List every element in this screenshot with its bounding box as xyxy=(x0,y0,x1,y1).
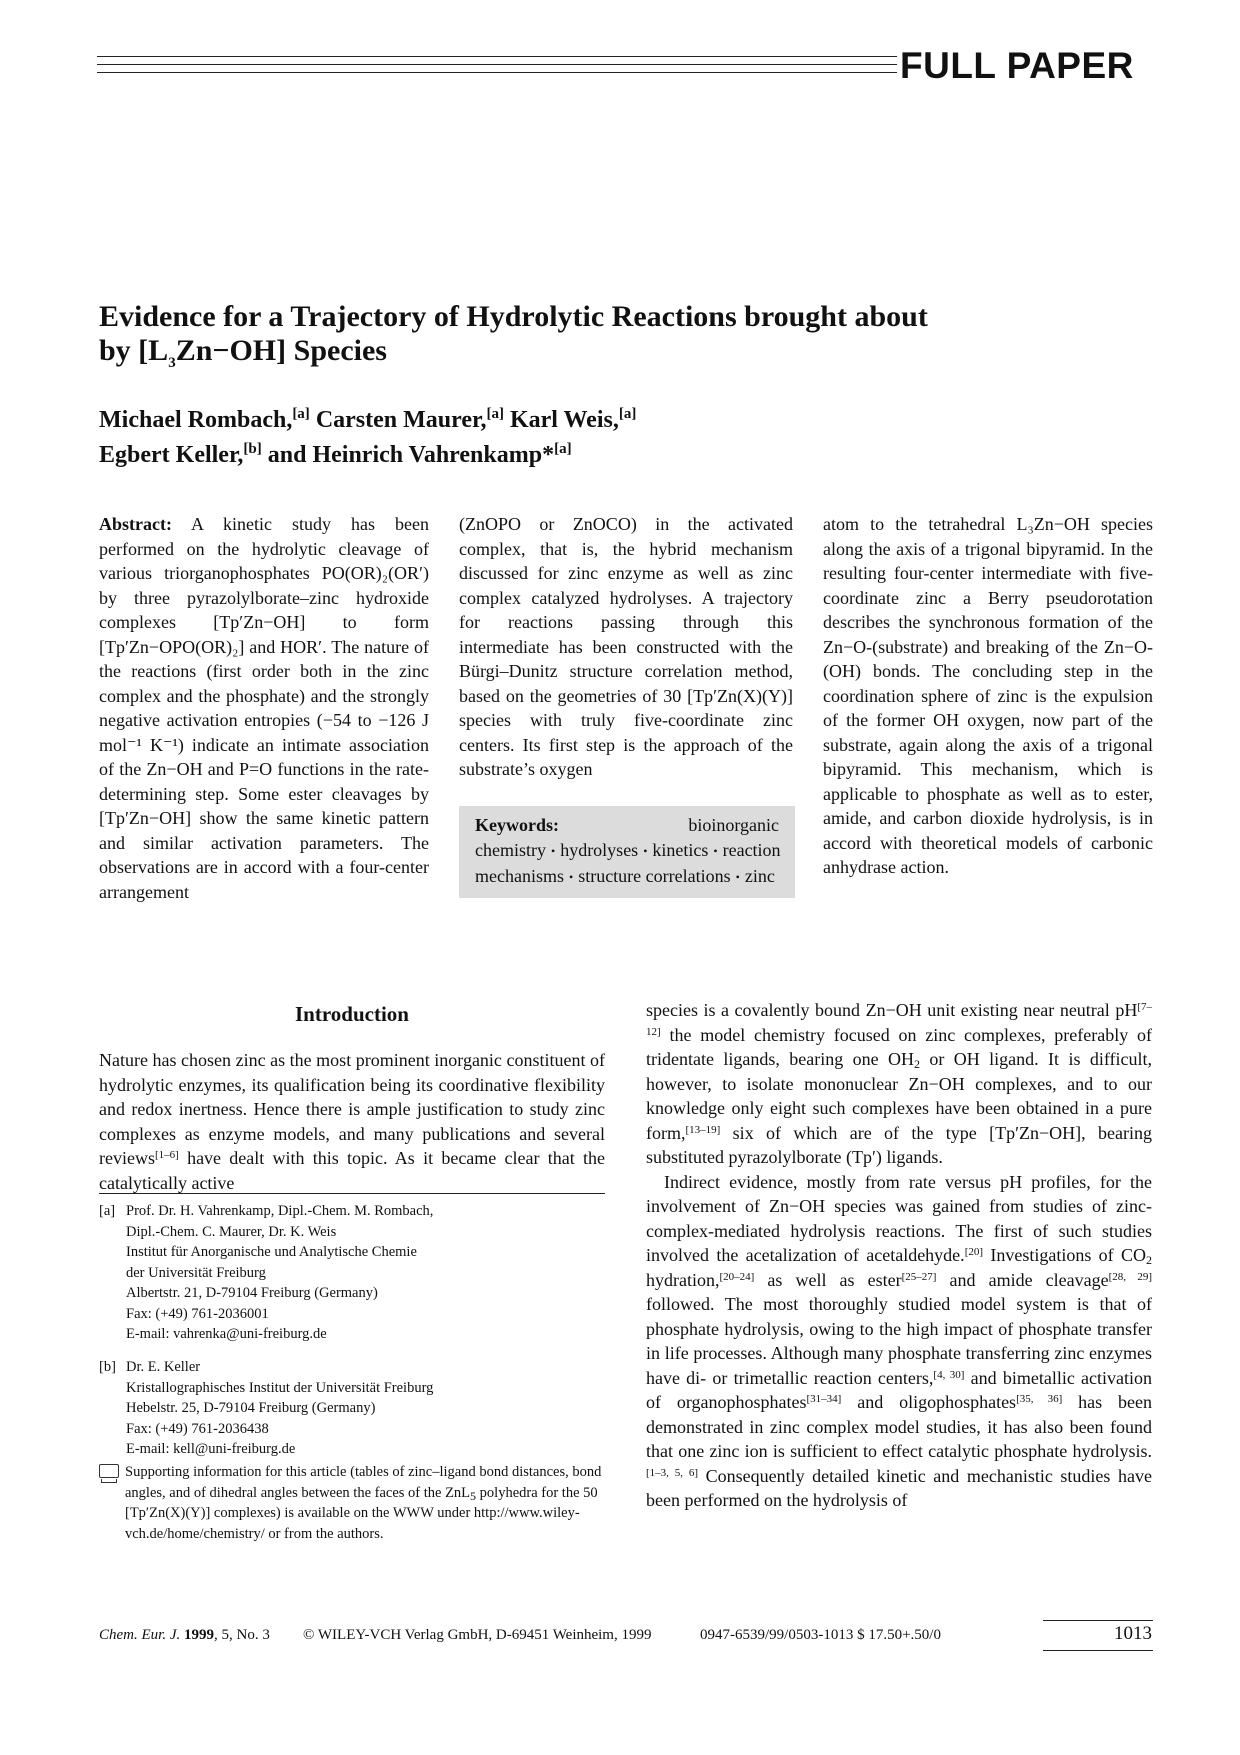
citation: [25–27] xyxy=(901,1270,937,1283)
footnote-rule xyxy=(99,1193,605,1194)
paragraph-text: followed. The most thoroughly studied model system is that of phosphate hydrolysis, owing to the high impact of phosphate transfer in life processes. Although many phosphate transferring zinc enzymes have di- or trimetallic reaction centers, xyxy=(646,1294,1152,1388)
paragraph-text: and oligophosphates xyxy=(841,1392,1017,1412)
journal-name: Chem. Eur. J. xyxy=(99,1627,181,1643)
title-line-1: Evidence for a Trajectory of Hydrolytic Reactions brought about xyxy=(99,300,928,333)
bullet-icon: • xyxy=(713,844,718,859)
footnote-line: Institut für Anorganische und Analytische Chemie xyxy=(126,1244,417,1260)
footnote-line: Albertstr. 21, D-79104 Freiburg (Germany) xyxy=(126,1285,378,1301)
abstract-text-1: A kinetic study has been performed on the hydrolytic cleavage of various triorganophosphates PO(OR)₂(OR′) by three pyrazolylborate–zinc hydroxide complexes [Tp′Zn−OH] to form [Tp′Zn−OPO(OR)₂] and HOR′. The nature of the reactions (first order both in the zinc complex and the phosphate) and the strongly negative activation entropies (−54 to −126 J mol⁻¹ K⁻¹) indicate an intimate association of the Zn−OH and P=O functions in the rate-determining step. Some ester cleavages by [Tp′Zn−OH] show the same kinetic pattern and similar activation parameters. The observations are in accord with a four-center arrangement xyxy=(99,514,429,902)
author-list xyxy=(99,400,999,470)
title-subscript: 3 xyxy=(168,355,176,371)
footnote-line: der Universität Freiburg xyxy=(126,1264,266,1281)
abstract-text-2: (ZnOPO or ZnOCO) in the activated complex, that is, the hybrid mechanism discussed for zinc enzyme as well as zinc complex catalyzed hydrolyses. A trajectory for reactions passing through this intermediate has been constructed with the Bürgi–Dunitz structure correlation method, based on the geometries of 30 [Tp′Zn(X)(Y)] species with truly five-coordinate zinc centers. Its first step is the approach of the substrate’s oxygen xyxy=(459,514,793,779)
abstract-label: Abstract: xyxy=(99,514,172,534)
paragraph-text: Nature has chosen zinc as the most prominent inorganic constituent of hydrolytic enzymes, its qualification being its coordinative flexibility and redox inertness. Hence there is ample justification to study zinc complexes as enzyme models, and many publications and several reviews xyxy=(99,1050,605,1168)
footnote-line: Fax: (+49) 761-2036001 xyxy=(126,1305,269,1322)
introduction-column-1 xyxy=(99,1048,605,1195)
keywords-label: Keywords: xyxy=(475,815,559,835)
footer-rule-top xyxy=(1043,1620,1153,1621)
keyword: reaction mechanisms xyxy=(475,839,781,886)
footnote-line: E-mail: kell@uni-freiburg.de xyxy=(126,1441,296,1457)
abstract-column-2 xyxy=(459,512,793,782)
header-rules xyxy=(97,56,897,80)
citation: [28, 29] xyxy=(1108,1270,1152,1283)
citation: [1–3, 5, 6] xyxy=(646,1466,698,1479)
footnote-line: Prof. Dr. H. Vahrenkamp, Dipl.-Chem. M. Rombach, xyxy=(126,1203,434,1219)
bullet-icon: • xyxy=(735,870,740,885)
author-name: Egbert Keller, xyxy=(99,442,244,468)
author-affiliation: [a] xyxy=(486,406,504,422)
abstract-column-1 xyxy=(99,512,429,904)
footnote-line: Dipl.-Chem. C. Maurer, Dr. K. Weis xyxy=(126,1223,337,1240)
section-label: FULL PAPER xyxy=(900,45,1134,86)
keywords-box xyxy=(459,806,795,898)
authors-line-2 xyxy=(99,435,999,470)
paragraph-text: hydration, xyxy=(646,1269,720,1290)
journal-volume: , 5, No. 3 xyxy=(214,1627,270,1643)
footnote-line: Fax: (+49) 761-2036438 xyxy=(126,1420,269,1437)
footer-citation xyxy=(99,1627,270,1644)
footnote-line: Kristallographisches Institut der Universität Freiburg xyxy=(126,1379,434,1396)
footer-rule-bottom xyxy=(1043,1650,1153,1651)
author-name: Michael Rombach, xyxy=(99,407,293,433)
paragraph-text: or OH ligand. It is difficult, however, to isolate mononuclear Zn−OH complexes, and to our knowledge only eight such complexes have been obtained in a pure form, xyxy=(646,1049,1152,1143)
footnote-line: Hebelstr. 25, D-79104 Freiburg (Germany) xyxy=(126,1400,376,1416)
paragraph-text: the model chemistry focused on zinc complexes, preferably of tridentate ligands, bearing one OH xyxy=(646,1024,1152,1069)
section-heading-introduction: Introduction xyxy=(295,1002,409,1026)
authors-line-1 xyxy=(99,400,999,435)
supporting-information-note xyxy=(99,1462,605,1544)
paragraph-text: have dealt with this topic. As it became clear that the catalytically active xyxy=(99,1148,605,1193)
paragraph-text: six of which are of the type [Tp′Zn−OH], bearing substituted pyrazolylborate (Tp′) ligands. xyxy=(646,1122,1152,1167)
footnote-tag: [a] xyxy=(99,1203,116,1219)
bullet-icon: • xyxy=(568,870,574,885)
paragraph-text: species is a covalently bound Zn−OH unit existing near neutral pH xyxy=(646,1000,1138,1020)
computer-icon xyxy=(99,1464,119,1478)
si-subscript: 5 xyxy=(470,1488,477,1503)
paragraph-text: has been demonstrated in zinc complex model studies, it has also been found that one zinc ion is sufficient to effect catalytic phosphate hydrolysis. xyxy=(646,1392,1152,1461)
abstract-text-3: atom to the tetrahedral L₃Zn−OH species along the axis of a trigonal bipyramid. In the resulting four-center intermediate with five-coordinate zinc a Berry pseudorotation describes the synchronous formation of the Zn−O-(substrate) and breaking of the Zn−O-(OH) bonds. The concluding step in the coordination sphere of zinc is the expulsion of the former OH oxygen, now part of the substrate, again along the axis of a trigonal bipyramid. This mechanism, which is applicable to phosphate as well as to ester, amide, and carbon dioxide hydrolysis, is in accord with theoretical models of carbonic anhydrase action. xyxy=(823,514,1153,877)
citation: [13–19] xyxy=(685,1123,721,1136)
subscript: 2 xyxy=(914,1057,920,1071)
footer-publisher: © WILEY-VCH Verlag GmbH, D-69451 Weinheim, 1999 xyxy=(303,1627,652,1643)
citation: [1–6] xyxy=(154,1149,179,1161)
paragraph-text: Consequently detailed kinetic and mechanistic studies have been performed on the hydrolysis of xyxy=(646,1465,1152,1510)
title-line-2-pre: by [L xyxy=(99,334,169,367)
footnote-affiliation-b xyxy=(99,1357,605,1460)
paragraph-text: Indirect evidence, mostly from rate versus pH profiles, for the involvement of Zn−OH species was gained from studies of zinc-complex-mediated hydrolysis reactions. The first of such studies involved the acetalization of acetaldehyde. xyxy=(646,1171,1152,1265)
citation: [35, 36] xyxy=(1016,1393,1063,1405)
citation: [7–12] xyxy=(646,1001,1152,1038)
author-name: Karl Weis, xyxy=(503,407,619,433)
paragraph-text: Investigations of CO xyxy=(983,1245,1146,1265)
keyword: hydrolyses xyxy=(560,839,639,860)
keyword: structure correlations xyxy=(578,865,731,886)
article-title xyxy=(99,300,1159,380)
footnote-affiliation-a xyxy=(99,1201,605,1345)
author-affiliation: [b] xyxy=(243,441,262,457)
citation: [20–24] xyxy=(719,1270,755,1283)
author-affiliation: [a] xyxy=(554,441,572,457)
keyword: bioinorganic chemistry xyxy=(475,815,779,860)
keyword: zinc xyxy=(744,865,775,886)
keyword: kinetics xyxy=(652,839,709,860)
paragraph-text: as well as ester xyxy=(754,1269,902,1290)
paragraph-text: and amide cleavage xyxy=(936,1269,1109,1290)
abstract-column-3 xyxy=(823,512,1153,880)
citation: [20] xyxy=(964,1246,984,1258)
si-text: Supporting information for this article (tables of zinc–ligand bond distances, bond angles, and of dihedral angles between the faces of the ZnL xyxy=(125,1464,602,1501)
paragraph-text: and bimetallic activation of organophosphates xyxy=(646,1367,1153,1412)
author-affiliation: [a] xyxy=(618,406,637,422)
si-text: polyhedra for the 50 [Tp′Zn(X)(Y)] complexes) is available on the WWW under http://www.wiley-vch.de/home/chemistry/ or from the authors. xyxy=(125,1484,598,1542)
author-affiliation: [a] xyxy=(292,406,310,422)
citation: [4, 30] xyxy=(933,1368,965,1381)
footer-code: 0947-6539/99/0503-1013 $ 17.50+.50/0 xyxy=(700,1627,941,1643)
author-name: Carsten Maurer, xyxy=(309,407,487,433)
footnote-tag: [b] xyxy=(99,1359,116,1375)
title-line-2-post: Zn−OH] Species xyxy=(175,334,387,367)
bullet-icon: • xyxy=(643,844,648,859)
page-number: 1013 xyxy=(1114,1623,1152,1644)
bullet-icon: • xyxy=(550,844,556,859)
journal-year: 1999 xyxy=(184,1627,214,1643)
author-name: and Heinrich Vahrenkamp* xyxy=(261,442,555,468)
subscript: 2 xyxy=(1146,1253,1152,1267)
footnote-line: E-mail: vahrenka@uni-freiburg.de xyxy=(126,1326,327,1342)
footnote-line: Dr. E. Keller xyxy=(126,1359,201,1375)
citation: [31–34] xyxy=(806,1393,842,1405)
introduction-column-2 xyxy=(646,998,1152,1513)
